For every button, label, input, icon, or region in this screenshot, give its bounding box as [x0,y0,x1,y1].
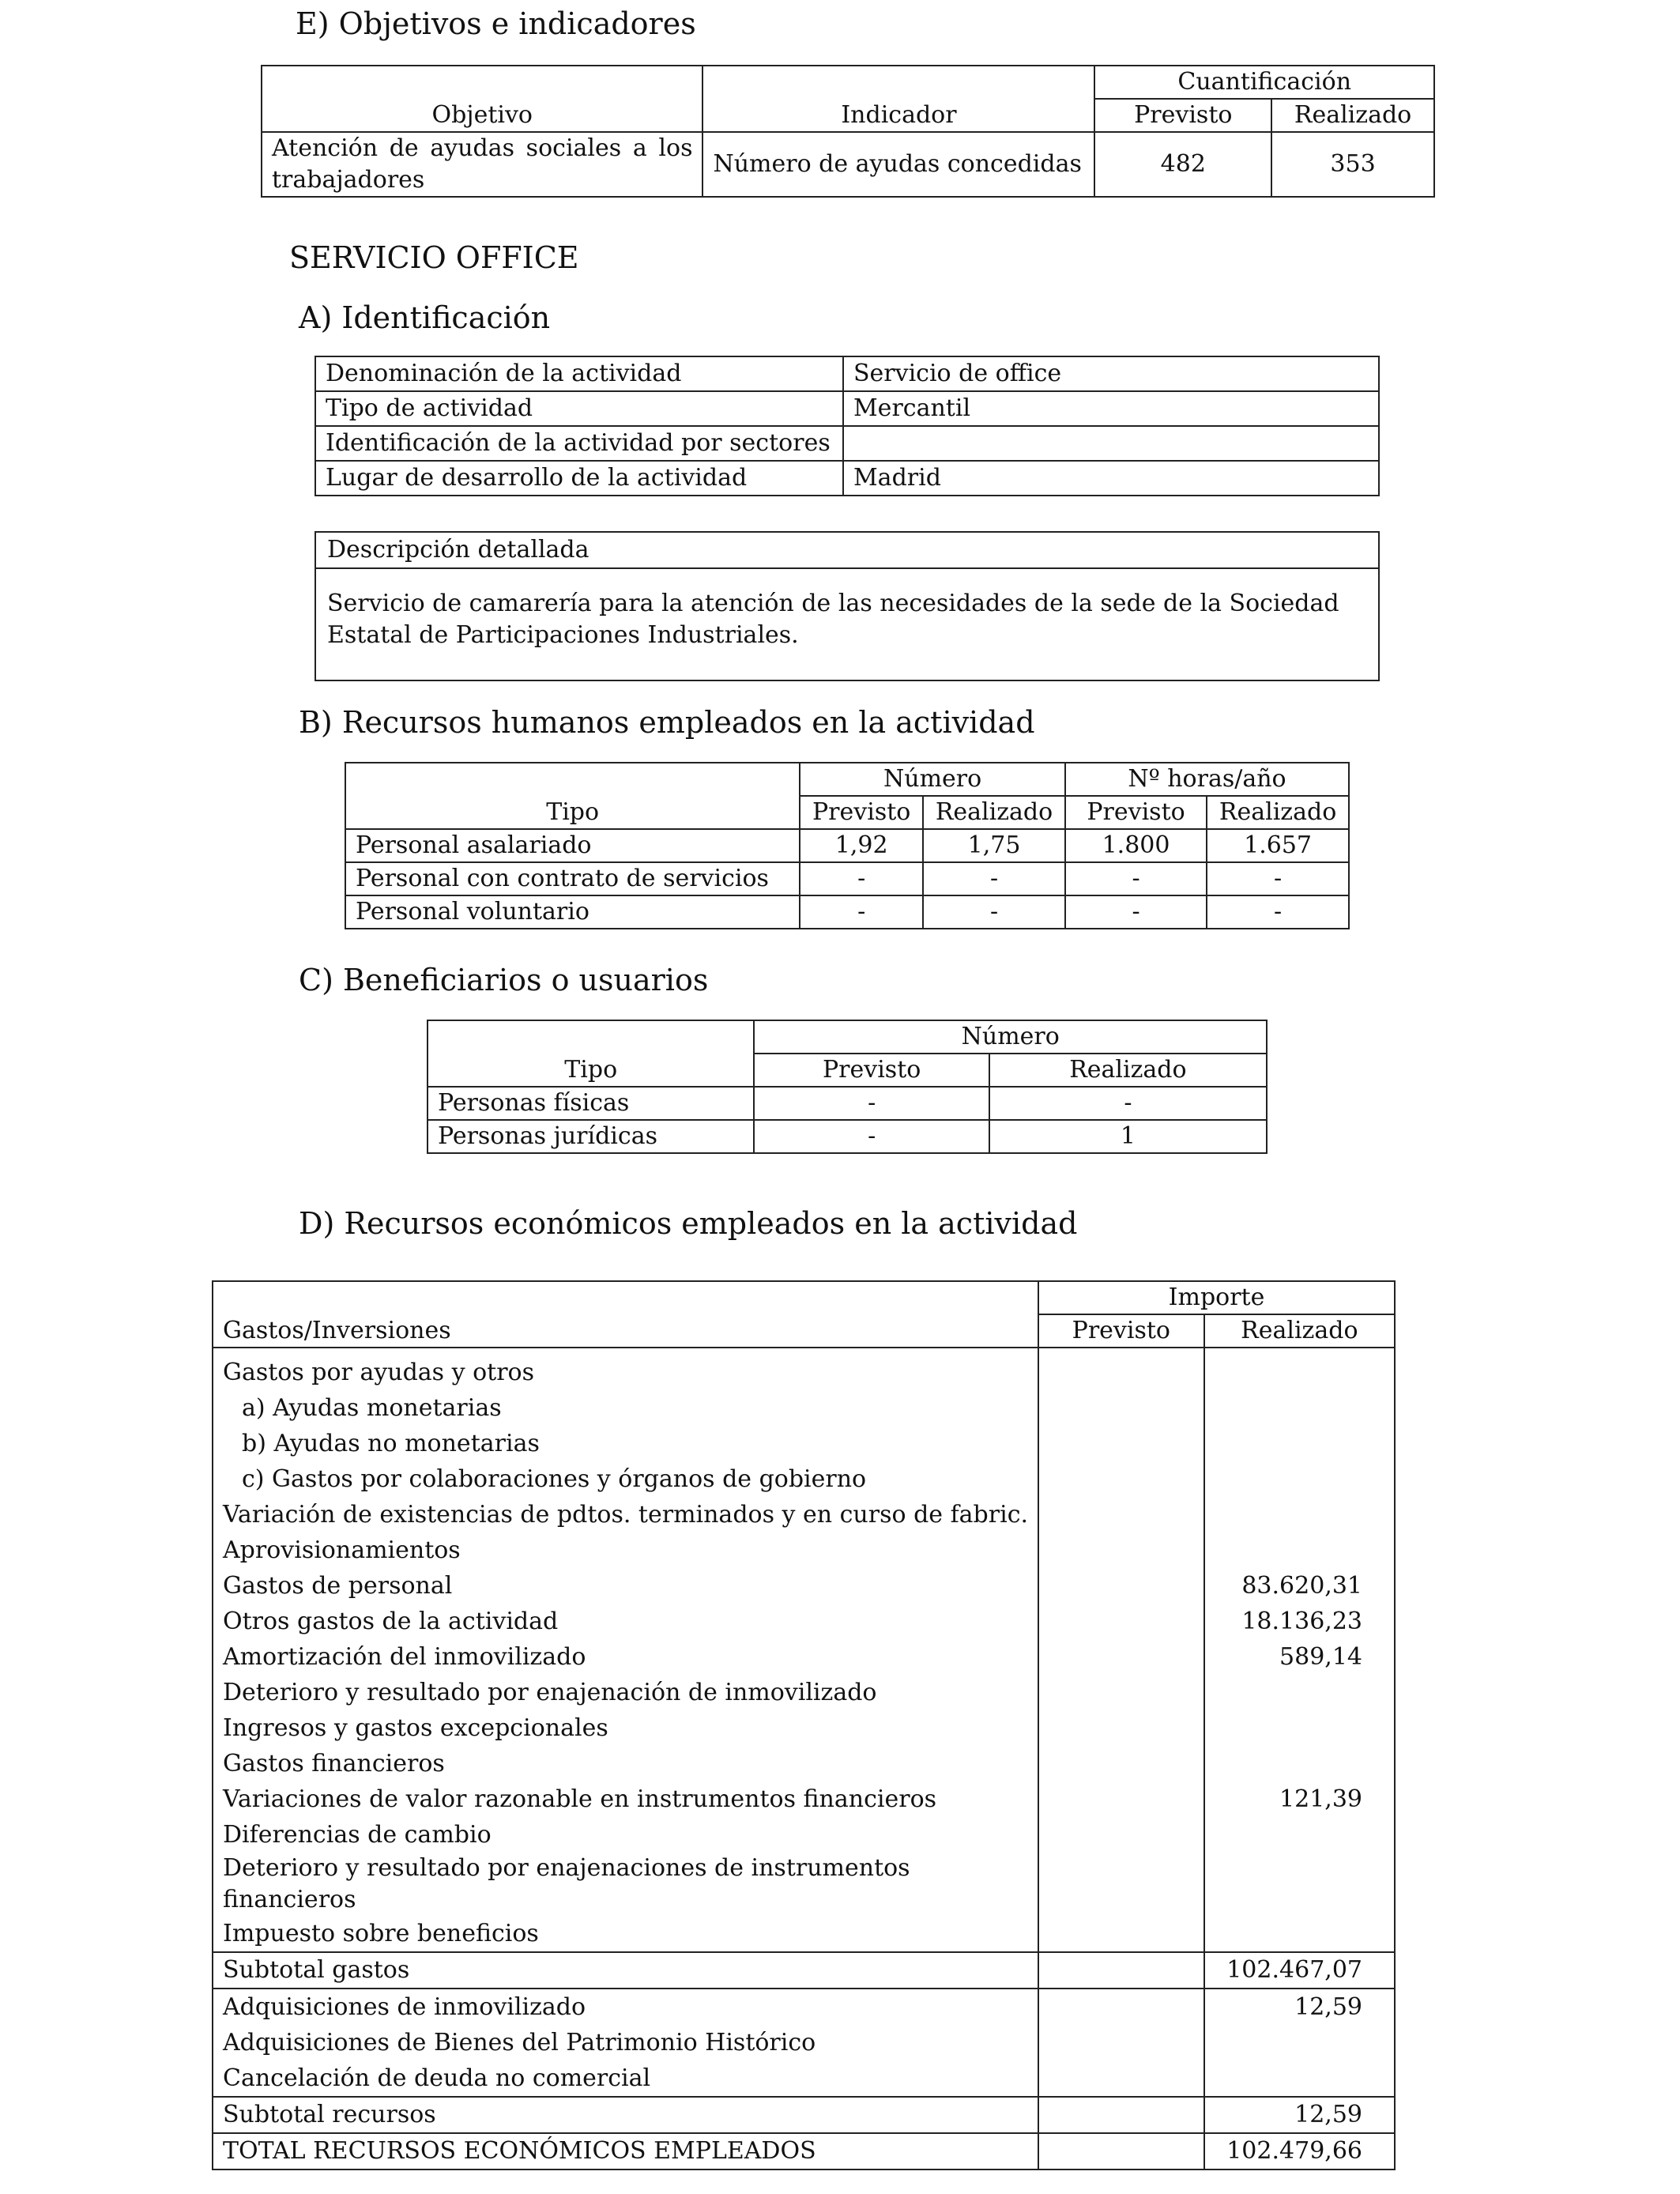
num-realizado-cell: - [923,895,1065,929]
servicio-heading: SERVICIO OFFICE [289,240,579,275]
previsto-cell: - [754,1120,989,1153]
subtotal-recursos-row [213,2097,1395,2133]
table-row [213,1639,1395,1675]
gasto-label: Diferencias de cambio [213,1817,1038,1853]
recursos-economicos-table [212,1280,1396,2170]
gasto-realizado [1204,1746,1395,1781]
realizado-cell: - [989,1087,1267,1120]
gasto-realizado [1204,1497,1395,1532]
gasto-realizado: 18.136,23 [1204,1604,1395,1639]
header-indicador: Indicador [703,66,1094,132]
table-row [428,1087,1267,1120]
table-row [213,2060,1395,2097]
indicador-cell: Número de ayudas concedidas [703,132,1094,197]
table-row [345,829,1349,862]
horas-realizado-cell: 1.657 [1207,829,1349,862]
table-row [428,1120,1267,1153]
num-previsto-cell: - [800,895,923,929]
header-realizado: Realizado [989,1054,1267,1087]
table-row [213,1604,1395,1639]
gasto-realizado [1204,1853,1395,1916]
recursos-humanos-table [345,762,1350,929]
gasto-realizado: 121,39 [1204,1781,1395,1817]
ident-label: Denominación de la actividad [315,356,843,391]
header-tipo: Tipo [428,1020,754,1087]
horas-previsto-cell: 1.800 [1065,829,1207,862]
table-row [213,1348,1395,1390]
subtotal-recursos-label: Subtotal recursos [213,2097,1038,2133]
ident-label: Lugar de desarrollo de la actividad [315,461,843,496]
subtotal-gastos-label: Subtotal gastos [213,1952,1038,1989]
table-row [213,2025,1395,2060]
table-row [213,1989,1395,2025]
objetivo-cell: Atención de ayudas sociales a los trabajadores [262,132,703,197]
header-numero: Número [800,763,1065,796]
header-realizado: Realizado [1271,99,1434,132]
descripcion-box [315,531,1380,681]
gasto-label: Variación de existencias de pdtos. terminados y en curso de fabric. [213,1497,1038,1532]
inversion-label: Adquisiciones de inmovilizado [213,1989,1038,2025]
ident-label: Tipo de actividad [315,391,843,426]
table-row [213,1675,1395,1710]
total-row [213,2133,1395,2169]
header-horas: Nº horas/año [1065,763,1349,796]
table-row [213,1461,1395,1497]
gasto-realizado [1204,1348,1395,1390]
gasto-realizado [1204,1390,1395,1426]
subtotal-gastos-row [213,1952,1395,1989]
gasto-label: a) Ayudas monetarias [213,1390,1038,1426]
table-row [213,1817,1395,1853]
previsto-cell: 482 [1094,132,1271,197]
inversion-label: Cancelación de deuda no comercial [213,2060,1038,2097]
realizado-cell: 353 [1271,132,1434,197]
inversion-realizado [1204,2060,1395,2097]
section-d-title: D) Recursos económicos empleados en la actividad [299,1206,1078,1241]
gasto-label: Gastos financieros [213,1746,1038,1781]
table-row [213,1853,1395,1916]
num-realizado-cell: 1,75 [923,829,1065,862]
header-gastos: Gastos/Inversiones [213,1281,1038,1348]
horas-previsto-cell: - [1065,862,1207,895]
gasto-realizado [1204,1817,1395,1853]
gasto-label: Otros gastos de la actividad [213,1604,1038,1639]
gasto-label: b) Ayudas no monetarias [213,1426,1038,1461]
table-row [213,1426,1395,1461]
gasto-label: Variaciones de valor razonable en instrumentos financieros [213,1781,1038,1817]
beneficiarios-table [427,1020,1268,1154]
num-previsto-cell: 1,92 [800,829,923,862]
gasto-realizado: 83.620,31 [1204,1568,1395,1604]
horas-realizado-cell: - [1207,895,1349,929]
tipo-cell: Personas físicas [428,1087,754,1120]
ident-value: Mercantil [843,391,1379,426]
gasto-label: Amortización del inmovilizado [213,1639,1038,1675]
tipo-cell: Personas jurídicas [428,1120,754,1153]
previsto-cell: - [754,1087,989,1120]
gasto-realizado [1204,1710,1395,1746]
gasto-label: Gastos de personal [213,1568,1038,1604]
table-row [213,1781,1395,1817]
section-b-title: B) Recursos humanos empleados en la actividad [299,705,1035,740]
realizado-cell: 1 [989,1120,1267,1153]
horas-previsto-cell: - [1065,895,1207,929]
header-realizado: Realizado [1207,796,1349,829]
table-row [213,1497,1395,1532]
num-realizado-cell: - [923,862,1065,895]
gasto-label: Deterioro y resultado por enajenación de inmovilizado [213,1675,1038,1710]
header-previsto: Previsto [1094,99,1271,132]
header-realizado: Realizado [1204,1314,1395,1348]
inversion-realizado: 12,59 [1204,1989,1395,2025]
table-row [213,1916,1395,1952]
identificacion-table [315,356,1380,496]
table-row [345,862,1349,895]
ident-value: Madrid [843,461,1379,496]
table-row [213,1568,1395,1604]
descripcion-text: Servicio de camarería para la atención de las necesidades de la sede de la Sociedad Estatal de Participaciones Industriales. [327,590,1339,649]
header-previsto: Previsto [1038,1314,1204,1348]
gasto-realizado [1204,1461,1395,1497]
header-previsto: Previsto [1065,796,1207,829]
gasto-label: Impuesto sobre beneficios [213,1916,1038,1952]
gasto-realizado: 589,14 [1204,1639,1395,1675]
section-e-title: E) Objetivos e indicadores [296,6,696,41]
inversion-realizado [1204,2025,1395,2060]
table-row [213,1746,1395,1781]
ident-label: Identificación de la actividad por sectores [315,426,843,461]
header-tipo: Tipo [345,763,800,829]
gasto-realizado [1204,1426,1395,1461]
header-importe: Importe [1038,1281,1395,1314]
gasto-realizado [1204,1532,1395,1568]
header-previsto: Previsto [754,1054,989,1087]
gasto-label: c) Gastos por colaboraciones y órganos de gobierno [213,1461,1038,1497]
ident-value: Servicio de office [843,356,1379,391]
header-cuantificacion: Cuantificación [1094,66,1434,99]
inversion-label: Adquisiciones de Bienes del Patrimonio Histórico [213,2025,1038,2060]
gasto-realizado [1204,1916,1395,1952]
gasto-realizado [1204,1675,1395,1710]
header-previsto: Previsto [800,796,923,829]
total-label: TOTAL RECURSOS ECONÓMICOS EMPLEADOS [213,2133,1038,2169]
table-row [345,895,1349,929]
tipo-cell: Personal voluntario [345,895,800,929]
table-row [213,1532,1395,1568]
ident-value [843,426,1379,461]
objetivos-table [261,65,1435,198]
section-a-title: A) Identificación [299,300,551,335]
header-realizado: Realizado [923,796,1065,829]
total-value: 102.479,66 [1204,2133,1395,2169]
descripcion-label: Descripción detallada [316,533,1378,569]
tipo-cell: Personal asalariado [345,829,800,862]
table-row [213,1390,1395,1426]
table-row [213,1710,1395,1746]
subtotal-recursos-value: 12,59 [1204,2097,1395,2133]
gasto-label: Deterioro y resultado por enajenaciones de instrumentos financieros [213,1853,1038,1916]
tipo-cell: Personal con contrato de servicios [345,862,800,895]
gasto-label: Gastos por ayudas y otros [213,1348,1038,1390]
num-previsto-cell: - [800,862,923,895]
horas-realizado-cell: - [1207,862,1349,895]
header-numero: Número [754,1020,1267,1054]
gasto-label: Ingresos y gastos excepcionales [213,1710,1038,1746]
gasto-label: Aprovisionamientos [213,1532,1038,1568]
header-objetivo: Objetivo [262,66,703,132]
subtotal-gastos-value: 102.467,07 [1204,1952,1395,1989]
section-c-title: C) Beneficiarios o usuarios [299,963,709,997]
